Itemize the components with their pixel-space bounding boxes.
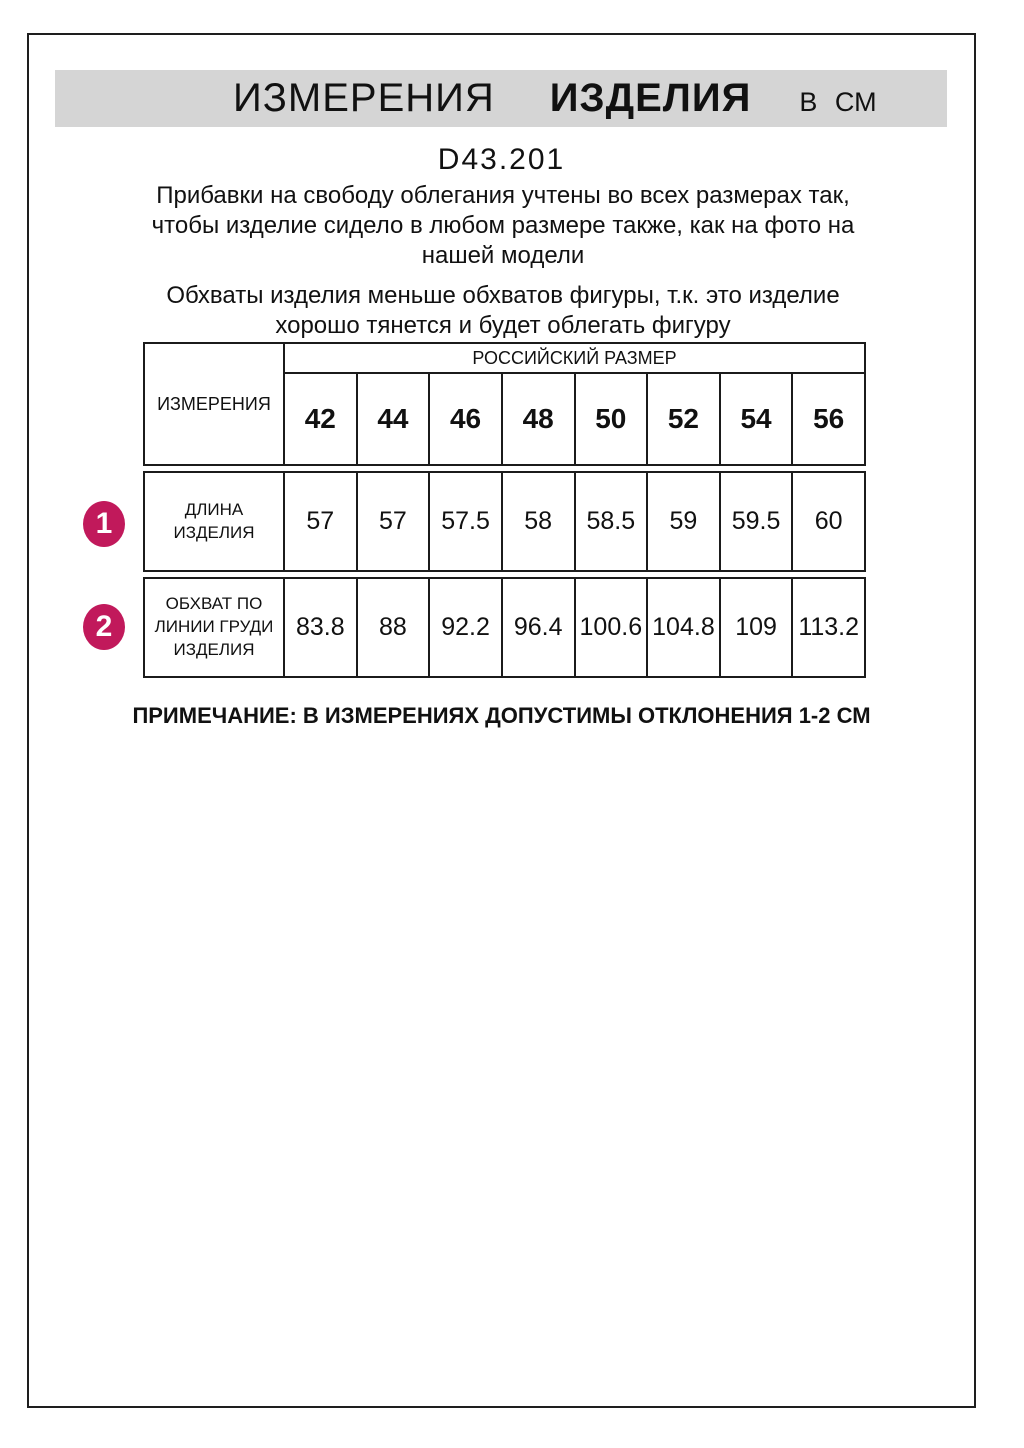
length-value: 58.5 xyxy=(575,472,648,571)
intro-text xyxy=(123,181,883,341)
length-row xyxy=(143,471,866,572)
size-cell: 56 xyxy=(792,373,865,465)
chest-row-label: ОБХВАТ ПО ЛИНИИ ГРУДИ ИЗДЕЛИЯ xyxy=(144,578,284,677)
size-cell: 46 xyxy=(429,373,502,465)
length-value: 59 xyxy=(647,472,720,571)
russian-size-header: РОССИЙСКИЙ РАЗМЕР xyxy=(284,343,865,373)
intro-paragraph-fit: Прибавки на свободу облегания учтены во всех размерах так, чтобы изделие сидело в любом размере также, как на фото на нашей модели xyxy=(151,182,855,269)
size-table-header xyxy=(143,342,866,466)
chest-row xyxy=(143,577,866,678)
chest-value: 92.2 xyxy=(429,578,502,677)
page-border xyxy=(27,33,976,1408)
chest-value: 109 xyxy=(720,578,793,677)
size-cell: 48 xyxy=(502,373,575,465)
chest-value: 113.2 xyxy=(792,578,865,677)
size-table xyxy=(143,342,866,678)
length-value: 58 xyxy=(502,472,575,571)
size-cell: 52 xyxy=(647,373,720,465)
length-value: 59.5 xyxy=(720,472,793,571)
tolerance-note: ПРИМЕЧАНИЕ: В ИЗМЕРЕНИЯХ ДОПУСТИМЫ ОТКЛОНЕНИЯ 1-2 СМ xyxy=(132,703,871,728)
title-band xyxy=(55,70,947,127)
length-value: 57 xyxy=(284,472,357,571)
row-number-badge-2: 2 xyxy=(83,604,125,650)
length-row-label: ДЛИНА ИЗДЕЛИЯ xyxy=(144,472,284,571)
size-cell: 42 xyxy=(284,373,357,465)
length-value: 57.5 xyxy=(429,472,502,571)
intro-paragraph-stretch: Обхваты изделия меньше обхватов фигуры, т.к. это изделие хорошо тянется и будет облегать фигуру xyxy=(166,282,840,339)
measurements-corner-cell: ИЗМЕРЕНИЯ xyxy=(144,343,284,465)
size-cell: 54 xyxy=(720,373,793,465)
page-title-measurements: ИЗМЕРЕНИЯ xyxy=(233,76,495,120)
chest-value: 100.6 xyxy=(575,578,648,677)
length-value: 60 xyxy=(792,472,865,571)
page-title-product: ИЗДЕЛИЯ xyxy=(549,76,752,120)
size-cell: 50 xyxy=(575,373,648,465)
page-title-unit: В СМ xyxy=(799,87,877,117)
chest-value: 104.8 xyxy=(647,578,720,677)
length-value: 57 xyxy=(357,472,430,571)
size-cell: 44 xyxy=(357,373,430,465)
row-number-badge-1: 1 xyxy=(83,501,125,547)
chest-value: 83.8 xyxy=(284,578,357,677)
chest-value: 96.4 xyxy=(502,578,575,677)
article-code: D43.201 xyxy=(437,143,566,176)
chest-value: 88 xyxy=(357,578,430,677)
